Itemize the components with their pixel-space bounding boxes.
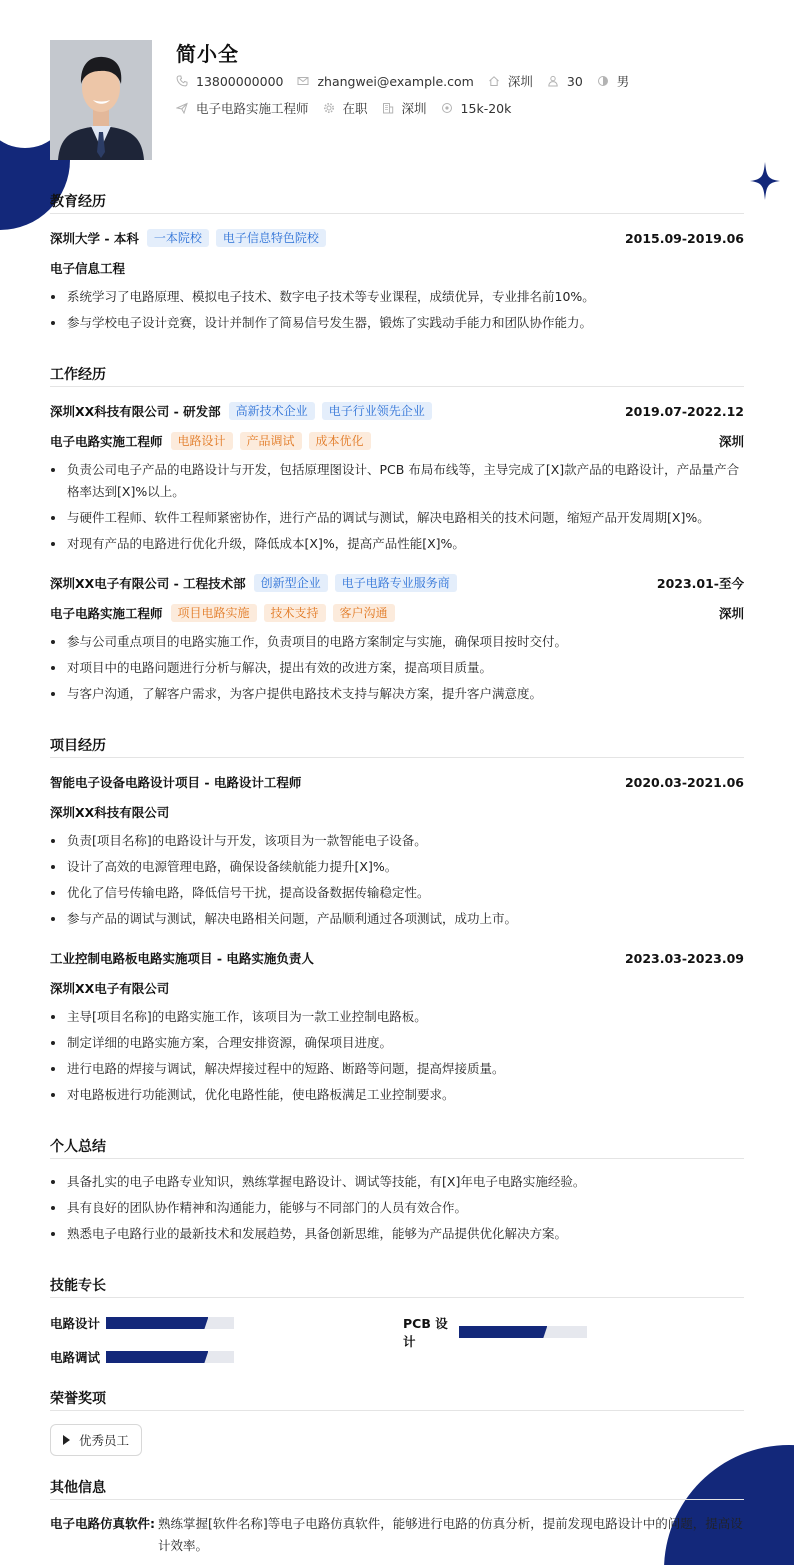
- section-title: 教育经历: [50, 191, 744, 214]
- project-bullets: [50, 1006, 744, 1110]
- skill-name: 电路调试: [50, 1350, 101, 1365]
- school-tag: 电子信息特色院校: [216, 229, 326, 247]
- major-row: [50, 259, 744, 277]
- major-name: 电子信息工程: [50, 261, 126, 276]
- position-text: 电子电路实施工程师: [196, 101, 309, 116]
- coin-icon: [441, 102, 453, 114]
- project-period: 2023.03-2023.09: [624, 950, 744, 966]
- project-name: 工业控制电路板电路实施项目 - 电路实施负责人: [50, 951, 314, 966]
- list-item: 进行电路的焊接与调试，解决焊接过程中的短路、断路等问题，提高焊接质量。: [50, 1058, 744, 1080]
- skill-name: 电路设计: [50, 1316, 101, 1331]
- send-icon: [176, 102, 188, 114]
- phone-icon: [176, 75, 188, 87]
- education-header-row: [50, 229, 744, 247]
- sparkle-star-icon: [750, 162, 780, 200]
- school-tag: 一本院校: [147, 229, 209, 247]
- award-item[interactable]: [50, 1424, 142, 1456]
- education-bullets: [50, 286, 744, 338]
- projects-section: [50, 735, 744, 758]
- company-tag: 创新型企业: [254, 574, 328, 592]
- play-triangle-icon: [63, 1435, 70, 1445]
- skill-item: [403, 1314, 587, 1350]
- position-item: [176, 99, 309, 117]
- list-item: 具备扎实的电子电路专业知识，熟练掌握电路设计、调试等技能，有[X]年电子电路实施经验。: [50, 1171, 744, 1193]
- job-period: 2019.07-2022.12: [624, 403, 744, 419]
- role-tag: 技术支持: [264, 604, 326, 622]
- education-section: [50, 191, 744, 214]
- company-tag: 电子电路专业服务商: [335, 574, 457, 592]
- skill-item: [50, 1314, 234, 1332]
- skill-name: PCB 设计: [403, 1316, 448, 1349]
- list-item: 对项目中的电路问题进行分析与解决，提出有效的改进方案，提高项目质量。: [50, 657, 744, 679]
- location-item: [488, 72, 533, 90]
- mail-icon: [297, 75, 309, 87]
- profile-photo: [50, 40, 152, 160]
- gender-icon: [597, 75, 609, 87]
- project-company-row: [50, 803, 744, 821]
- resume-header: [50, 0, 744, 180]
- job-role: 电子电路实施工程师: [50, 434, 163, 449]
- project-header-row: [50, 949, 744, 967]
- summary-bullets: [50, 1171, 744, 1249]
- age-item: [547, 74, 583, 89]
- email-text: zhangwei@example.com: [317, 73, 474, 89]
- project-company: 深圳XX电子有限公司: [50, 981, 170, 996]
- role-tag: 电路设计: [171, 432, 233, 450]
- job-city: 深圳: [718, 434, 744, 449]
- work-section: [50, 364, 744, 387]
- person-icon: [547, 75, 559, 87]
- other-info-label: 电子电路仿真软件:: [50, 1516, 155, 1531]
- other-info-text: 熟练掌握[软件名称]等电子电路仿真软件，能够进行电路的仿真分析，提前发现电路设计中的问题，提高设计效率。: [158, 1516, 743, 1553]
- awards-section: [50, 1388, 744, 1411]
- company-tag: 电子行业领先企业: [322, 402, 432, 420]
- city-item: [382, 99, 427, 117]
- list-item: 设计了高效的电源管理电路，确保设备续航能力提升[X]%。: [50, 856, 744, 878]
- list-item: 制定详细的电路实施方案，合理安排资源，确保项目进度。: [50, 1032, 744, 1054]
- job-bullets: [50, 459, 744, 559]
- role-tag: 成本优化: [309, 432, 371, 450]
- other-section: [50, 1477, 744, 1500]
- section-title: 个人总结: [50, 1136, 744, 1159]
- list-item: 参与公司重点项目的电路实施工作，负责项目的电路方案制定与实施，确保项目按时交付。: [50, 631, 744, 653]
- project-header-row: [50, 773, 744, 791]
- list-item: 优化了信号传输电路，降低信号干扰，提高设备数据传输稳定性。: [50, 882, 744, 904]
- list-item: 参与学校电子设计竞赛，设计并制作了简易信号发生器，锻炼了实践动手能力和团队协作能力。: [50, 312, 744, 334]
- job-role-row: [50, 604, 744, 622]
- company-name: 深圳XX科技有限公司 - 研发部: [50, 404, 221, 419]
- gear-icon: [323, 102, 335, 114]
- company-name: 深圳XX电子有限公司 - 工程技术部: [50, 576, 246, 591]
- project-name: 智能电子设备电路设计项目 - 电路设计工程师: [50, 775, 302, 790]
- skill-level-fill: [106, 1317, 208, 1329]
- building-icon: [382, 102, 394, 114]
- list-item: 对电路板进行功能测试，优化电路性能，使电路板满足工业控制要求。: [50, 1084, 744, 1106]
- company-tag: 高新技术企业: [229, 402, 315, 420]
- section-title: 荣誉奖项: [50, 1388, 744, 1411]
- job-header-row: [50, 574, 744, 592]
- list-item: 系统学习了电路原理、模拟电子技术、数字电子技术等专业课程，成绩优异，专业排名前10%。: [50, 286, 744, 308]
- summary-section: [50, 1136, 744, 1159]
- skill-level-bar: [106, 1317, 234, 1329]
- salary-text: 15k-20k: [460, 100, 512, 116]
- project-company: 深圳XX科技有限公司: [50, 805, 170, 820]
- job-role: 电子电路实施工程师: [50, 606, 163, 621]
- job-header-row: [50, 402, 744, 420]
- job-period: 2023.01-至今: [656, 576, 744, 591]
- location-text: 深圳: [507, 74, 533, 89]
- job-city: 深圳: [718, 606, 744, 621]
- list-item: 负责[项目名称]的电路设计与开发，该项目为一款智能电子设备。: [50, 830, 744, 852]
- education-period: 2015.09-2019.06: [624, 230, 744, 246]
- age-text: 30: [566, 73, 583, 89]
- section-title: 其他信息: [50, 1477, 744, 1500]
- email-item[interactable]: [297, 74, 473, 89]
- section-title: 技能专长: [50, 1275, 744, 1298]
- status-item: [323, 99, 368, 117]
- gender-text: 男: [616, 74, 630, 89]
- skill-level-bar: [106, 1351, 234, 1363]
- role-tag: 客户沟通: [333, 604, 395, 622]
- project-bullets: [50, 830, 744, 934]
- other-info-item: [50, 1513, 744, 1557]
- job-bullets: [50, 631, 744, 709]
- list-item: 与硬件工程师、软件工程师紧密协作，进行产品的调试与测试，解决电路相关的技术问题，缩短产品开发周期[X]%。: [50, 507, 744, 529]
- phone-item[interactable]: [176, 74, 283, 89]
- list-item: 与客户沟通，了解客户需求，为客户提供电路技术支持与解决方案，提升客户满意度。: [50, 683, 744, 705]
- award-name: 优秀员工: [79, 1433, 130, 1448]
- list-item: 对现有产品的电路进行优化升级，降低成本[X]%，提高产品性能[X]%。: [50, 533, 744, 555]
- contact-info-row: [176, 72, 643, 90]
- phone-text: 13800000000: [196, 73, 284, 89]
- list-item: 具有良好的团队协作精神和沟通能力，能够与不同部门的人员有效合作。: [50, 1197, 744, 1219]
- role-tag: 项目电路实施: [171, 604, 257, 622]
- skills-section: [50, 1275, 744, 1298]
- list-item: 参与产品的调试与测试，解决电路相关问题，产品顺利通过各项测试，成功上市。: [50, 908, 744, 930]
- gender-item: [597, 72, 630, 90]
- school-name: 深圳大学 - 本科: [50, 231, 139, 246]
- section-title: 项目经历: [50, 735, 744, 758]
- salary-item: [441, 101, 512, 116]
- role-tag: 产品调试: [240, 432, 302, 450]
- project-company-row: [50, 979, 744, 997]
- section-title: 工作经历: [50, 364, 744, 387]
- list-item: 熟悉电子电路行业的最新技术和发展趋势，具备创新思维，能够为产品提供优化解决方案。: [50, 1223, 744, 1245]
- list-item: 负责公司电子产品的电路设计与开发，包括原理图设计、PCB 布局布线等，主导完成了[X]款产品的电路设计，产品量产合格率达到[X]%以上。: [50, 459, 744, 503]
- skill-item: [50, 1348, 234, 1366]
- skill-level-fill: [459, 1326, 547, 1338]
- status-text: 在职: [342, 101, 368, 116]
- list-item: 主导[项目名称]的电路实施工作，该项目为一款工业控制电路板。: [50, 1006, 744, 1028]
- candidate-name: 简小全: [176, 42, 239, 66]
- job-role-row: [50, 432, 744, 450]
- skill-level-fill: [106, 1351, 208, 1363]
- job-intent-row: [176, 99, 525, 117]
- home-icon: [488, 75, 500, 87]
- city-text: 深圳: [401, 101, 427, 116]
- project-period: 2020.03-2021.06: [624, 774, 744, 790]
- skill-level-bar: [459, 1326, 587, 1338]
